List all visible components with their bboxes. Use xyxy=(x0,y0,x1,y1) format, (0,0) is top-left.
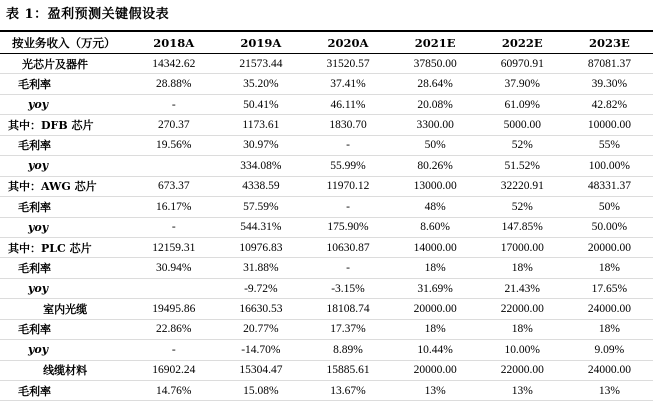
value-cell: - xyxy=(304,197,391,217)
value-cell: 19.56% xyxy=(130,135,217,155)
table-row xyxy=(0,258,653,278)
table-row xyxy=(0,74,653,94)
value-cell: 13% xyxy=(392,381,479,401)
table-row xyxy=(0,278,653,298)
value-cell: - xyxy=(130,217,217,237)
value-cell: 39.30% xyxy=(566,74,653,94)
value-cell: 1173.61 xyxy=(217,115,304,135)
value-cell xyxy=(130,156,217,176)
value-cell: 8.89% xyxy=(304,340,391,360)
value-cell: 175.90% xyxy=(304,217,391,237)
value-cell: 13.67% xyxy=(304,381,391,401)
table-row xyxy=(0,299,653,319)
value-cell: 334.08% xyxy=(217,156,304,176)
row-label: 其中：DFB 芯片 xyxy=(0,115,130,135)
value-cell: 52% xyxy=(479,135,566,155)
value-cell: 20000.00 xyxy=(566,237,653,257)
value-cell: 42.82% xyxy=(566,94,653,114)
value-cell: 16.17% xyxy=(130,197,217,217)
value-cell: 55% xyxy=(566,135,653,155)
value-cell: -9.72% xyxy=(217,278,304,298)
value-cell: 10.00% xyxy=(479,340,566,360)
value-cell: 30.94% xyxy=(130,258,217,278)
table-row xyxy=(0,94,653,114)
value-cell: 50% xyxy=(566,197,653,217)
value-cell: 24000.00 xyxy=(566,299,653,319)
row-label: 毛利率 xyxy=(0,381,130,401)
value-cell: 17000.00 xyxy=(479,237,566,257)
value-cell: 48% xyxy=(392,197,479,217)
value-cell: - xyxy=(130,94,217,114)
value-cell: 14000.00 xyxy=(392,237,479,257)
value-cell: 12159.31 xyxy=(130,237,217,257)
value-cell: 24000.00 xyxy=(566,360,653,380)
value-cell: 50.41% xyxy=(217,94,304,114)
value-cell: - xyxy=(304,135,391,155)
value-cell: 80.26% xyxy=(392,156,479,176)
value-cell: 30.97% xyxy=(217,135,304,155)
row-label: 毛利率 xyxy=(0,319,130,339)
value-cell: 16902.24 xyxy=(130,360,217,380)
header-cell: 2019A xyxy=(217,31,304,54)
value-cell: -3.15% xyxy=(304,278,391,298)
value-cell: 20.77% xyxy=(217,319,304,339)
table-row xyxy=(0,156,653,176)
header-cell: 按业务收入（万元） xyxy=(0,31,130,54)
header-cell: 2022E xyxy=(479,31,566,54)
value-cell: 31.88% xyxy=(217,258,304,278)
table-row xyxy=(0,360,653,380)
value-cell: 13000.00 xyxy=(392,176,479,196)
value-cell: 48331.37 xyxy=(566,176,653,196)
value-cell: 15304.47 xyxy=(217,360,304,380)
row-label: 其中：AWG 芯片 xyxy=(0,176,130,196)
table-row xyxy=(0,381,653,401)
value-cell: 544.31% xyxy=(217,217,304,237)
value-cell: 60970.91 xyxy=(479,54,566,74)
value-cell: 20.08% xyxy=(392,94,479,114)
value-cell: 21.43% xyxy=(479,278,566,298)
value-cell: 52% xyxy=(479,197,566,217)
table-row xyxy=(0,115,653,135)
value-cell: 22000.00 xyxy=(479,360,566,380)
value-cell: 31.69% xyxy=(392,278,479,298)
value-cell: 57.59% xyxy=(217,197,304,217)
value-cell: 15885.61 xyxy=(304,360,391,380)
value-cell: 55.99% xyxy=(304,156,391,176)
row-label: 室内光缆 xyxy=(0,299,130,319)
row-label: 光芯片及器件 xyxy=(0,54,130,74)
value-cell: -14.70% xyxy=(217,340,304,360)
value-cell: 13% xyxy=(566,381,653,401)
row-label: 毛利率 xyxy=(0,74,130,94)
value-cell: 10630.87 xyxy=(304,237,391,257)
value-cell: 22.86% xyxy=(130,319,217,339)
row-label: yoy xyxy=(0,156,130,176)
table-row xyxy=(0,54,653,74)
table-title: 表 1：盈利预测关键假设表 xyxy=(6,7,170,22)
header-row xyxy=(0,31,653,54)
value-cell: 35.20% xyxy=(217,74,304,94)
value-cell: 100.00% xyxy=(566,156,653,176)
table-row xyxy=(0,197,653,217)
value-cell: 18% xyxy=(566,319,653,339)
value-cell: - xyxy=(304,258,391,278)
value-cell: 17.65% xyxy=(566,278,653,298)
value-cell: 18% xyxy=(392,319,479,339)
value-cell: 32220.91 xyxy=(479,176,566,196)
row-label: 毛利率 xyxy=(0,197,130,217)
value-cell: 10000.00 xyxy=(566,115,653,135)
row-label: yoy xyxy=(0,278,130,298)
row-label: yoy xyxy=(0,340,130,360)
value-cell: 19495.86 xyxy=(130,299,217,319)
value-cell: 270.37 xyxy=(130,115,217,135)
value-cell: 18% xyxy=(479,258,566,278)
value-cell: 50.00% xyxy=(566,217,653,237)
value-cell: 11970.12 xyxy=(304,176,391,196)
value-cell: 37.90% xyxy=(479,74,566,94)
table-header xyxy=(0,31,653,54)
table-row xyxy=(0,135,653,155)
header-cell: 2020A xyxy=(304,31,391,54)
table-row xyxy=(0,237,653,257)
value-cell: 16630.53 xyxy=(217,299,304,319)
row-label: 其中：PLC 芯片 xyxy=(0,237,130,257)
value-cell: 10.44% xyxy=(392,340,479,360)
value-cell: 28.88% xyxy=(130,74,217,94)
table-row xyxy=(0,340,653,360)
value-cell: 17.37% xyxy=(304,319,391,339)
row-label: yoy xyxy=(0,217,130,237)
value-cell: 14.76% xyxy=(130,381,217,401)
value-cell: 4338.59 xyxy=(217,176,304,196)
value-cell: 46.11% xyxy=(304,94,391,114)
value-cell: 87081.37 xyxy=(566,54,653,74)
row-label: 毛利率 xyxy=(0,135,130,155)
value-cell: 31520.57 xyxy=(304,54,391,74)
table-body xyxy=(0,54,653,401)
value-cell: 21573.44 xyxy=(217,54,304,74)
value-cell: 18108.74 xyxy=(304,299,391,319)
value-cell: 18% xyxy=(479,319,566,339)
value-cell: 8.60% xyxy=(392,217,479,237)
header-cell: 2021E xyxy=(392,31,479,54)
value-cell: 22000.00 xyxy=(479,299,566,319)
value-cell: - xyxy=(130,340,217,360)
value-cell: 18% xyxy=(392,258,479,278)
value-cell: 28.64% xyxy=(392,74,479,94)
value-cell: 1830.70 xyxy=(304,115,391,135)
value-cell: 51.52% xyxy=(479,156,566,176)
value-cell: 37850.00 xyxy=(392,54,479,74)
header-cell: 2023E xyxy=(566,31,653,54)
forecast-table xyxy=(0,30,653,401)
value-cell: 15.08% xyxy=(217,381,304,401)
value-cell: 147.85% xyxy=(479,217,566,237)
value-cell: 13% xyxy=(479,381,566,401)
row-label: 毛利率 xyxy=(0,258,130,278)
row-label: 线缆材料 xyxy=(0,360,130,380)
value-cell: 673.37 xyxy=(130,176,217,196)
value-cell: 37.41% xyxy=(304,74,391,94)
table-row xyxy=(0,217,653,237)
value-cell xyxy=(130,278,217,298)
value-cell: 5000.00 xyxy=(479,115,566,135)
value-cell: 3300.00 xyxy=(392,115,479,135)
table-row xyxy=(0,319,653,339)
header-cell: 2018A xyxy=(130,31,217,54)
value-cell: 61.09% xyxy=(479,94,566,114)
value-cell: 50% xyxy=(392,135,479,155)
value-cell: 9.09% xyxy=(566,340,653,360)
row-label: yoy xyxy=(0,94,130,114)
value-cell: 18% xyxy=(566,258,653,278)
value-cell: 20000.00 xyxy=(392,360,479,380)
value-cell: 10976.83 xyxy=(217,237,304,257)
value-cell: 20000.00 xyxy=(392,299,479,319)
table-row xyxy=(0,176,653,196)
value-cell: 14342.62 xyxy=(130,54,217,74)
